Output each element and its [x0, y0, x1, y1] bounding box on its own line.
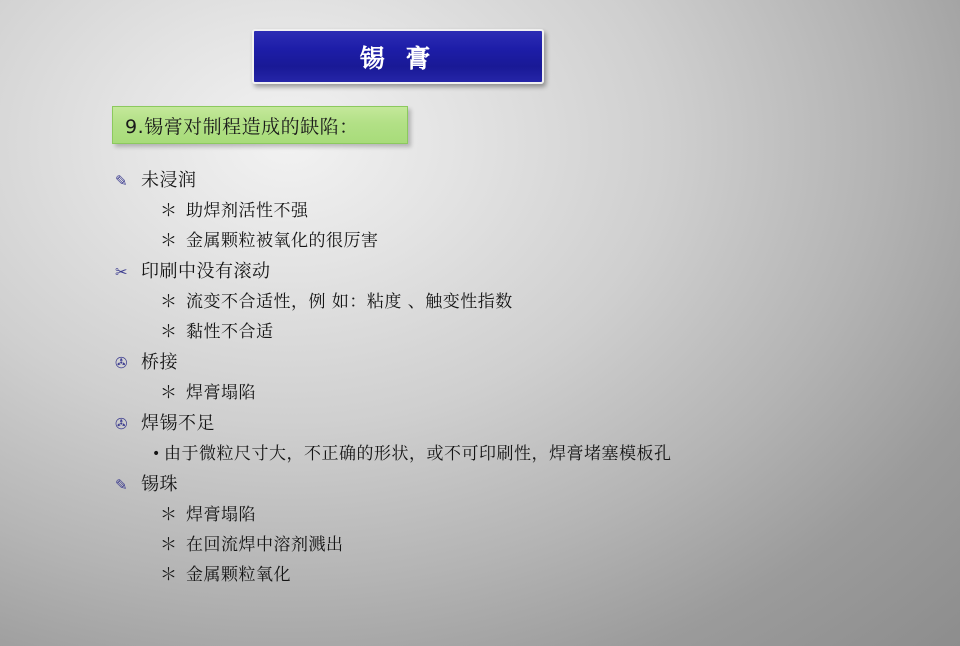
flag-icon: ✎ — [115, 476, 128, 494]
slide-title-banner — [252, 29, 544, 84]
list-item — [160, 501, 932, 530]
list-item-label: 桥接 — [141, 352, 178, 373]
list-item-label: 金属颗粒被氧化的很厉害 — [186, 231, 379, 251]
list-item-label: 焊膏塌陷 — [186, 505, 256, 525]
scissors-icon: ✂ — [115, 263, 128, 281]
list-item-label: 印刷中没有滚动 — [141, 261, 271, 282]
list-item-label: 焊膏塌陷 — [186, 383, 256, 403]
list-item — [160, 197, 932, 226]
list-item — [112, 470, 932, 500]
clock-icon: ✇ — [115, 354, 128, 372]
list-item — [112, 348, 932, 378]
scissors-marker-icon: ✎ — [115, 172, 128, 190]
list-item-label: 由于微粒尺寸大，不正确的形状，或不可印刷性，焊膏堵塞模板孔 — [164, 444, 672, 464]
asterisk-icon: ＊ — [160, 292, 177, 312]
list-item — [160, 379, 932, 408]
asterisk-icon: ＊ — [160, 201, 177, 221]
asterisk-icon: ＊ — [160, 322, 177, 342]
list-item — [112, 409, 932, 439]
list-item — [160, 531, 932, 560]
pen-icon: ✇ — [115, 415, 128, 433]
asterisk-icon: ＊ — [160, 565, 177, 585]
slide-subtitle-box — [112, 106, 408, 144]
list-item-label: 锡珠 — [141, 474, 178, 495]
asterisk-icon: ＊ — [160, 505, 177, 525]
list-item — [160, 561, 932, 590]
list-item-label: 黏性不合适 — [186, 322, 274, 342]
list-item — [160, 227, 932, 256]
list-item — [112, 166, 932, 196]
slide-subtitle: 9.锡膏对制程造成的缺陷： — [125, 115, 359, 138]
dot-icon: • — [152, 446, 161, 462]
page-title: 锡 膏 — [359, 43, 437, 73]
list-item — [160, 318, 932, 347]
list-item — [152, 440, 932, 469]
asterisk-icon: ＊ — [160, 383, 177, 403]
list-item — [112, 257, 932, 287]
list-item-label: 金属颗粒氧化 — [186, 565, 291, 585]
list-item-label: 焊锡不足 — [141, 413, 215, 434]
list-item-label: 在回流焊中溶剂溅出 — [186, 535, 344, 555]
list-item-label: 未浸润 — [141, 170, 197, 191]
asterisk-icon: ＊ — [160, 231, 177, 251]
list-item — [160, 288, 932, 317]
list-item-label: 助焊剂活性不强 — [186, 201, 309, 221]
list-item-label: 流变不合适性，例 如：粘度 、触变性指数 — [186, 292, 513, 312]
slide-body-list — [112, 166, 932, 591]
asterisk-icon: ＊ — [160, 535, 177, 555]
